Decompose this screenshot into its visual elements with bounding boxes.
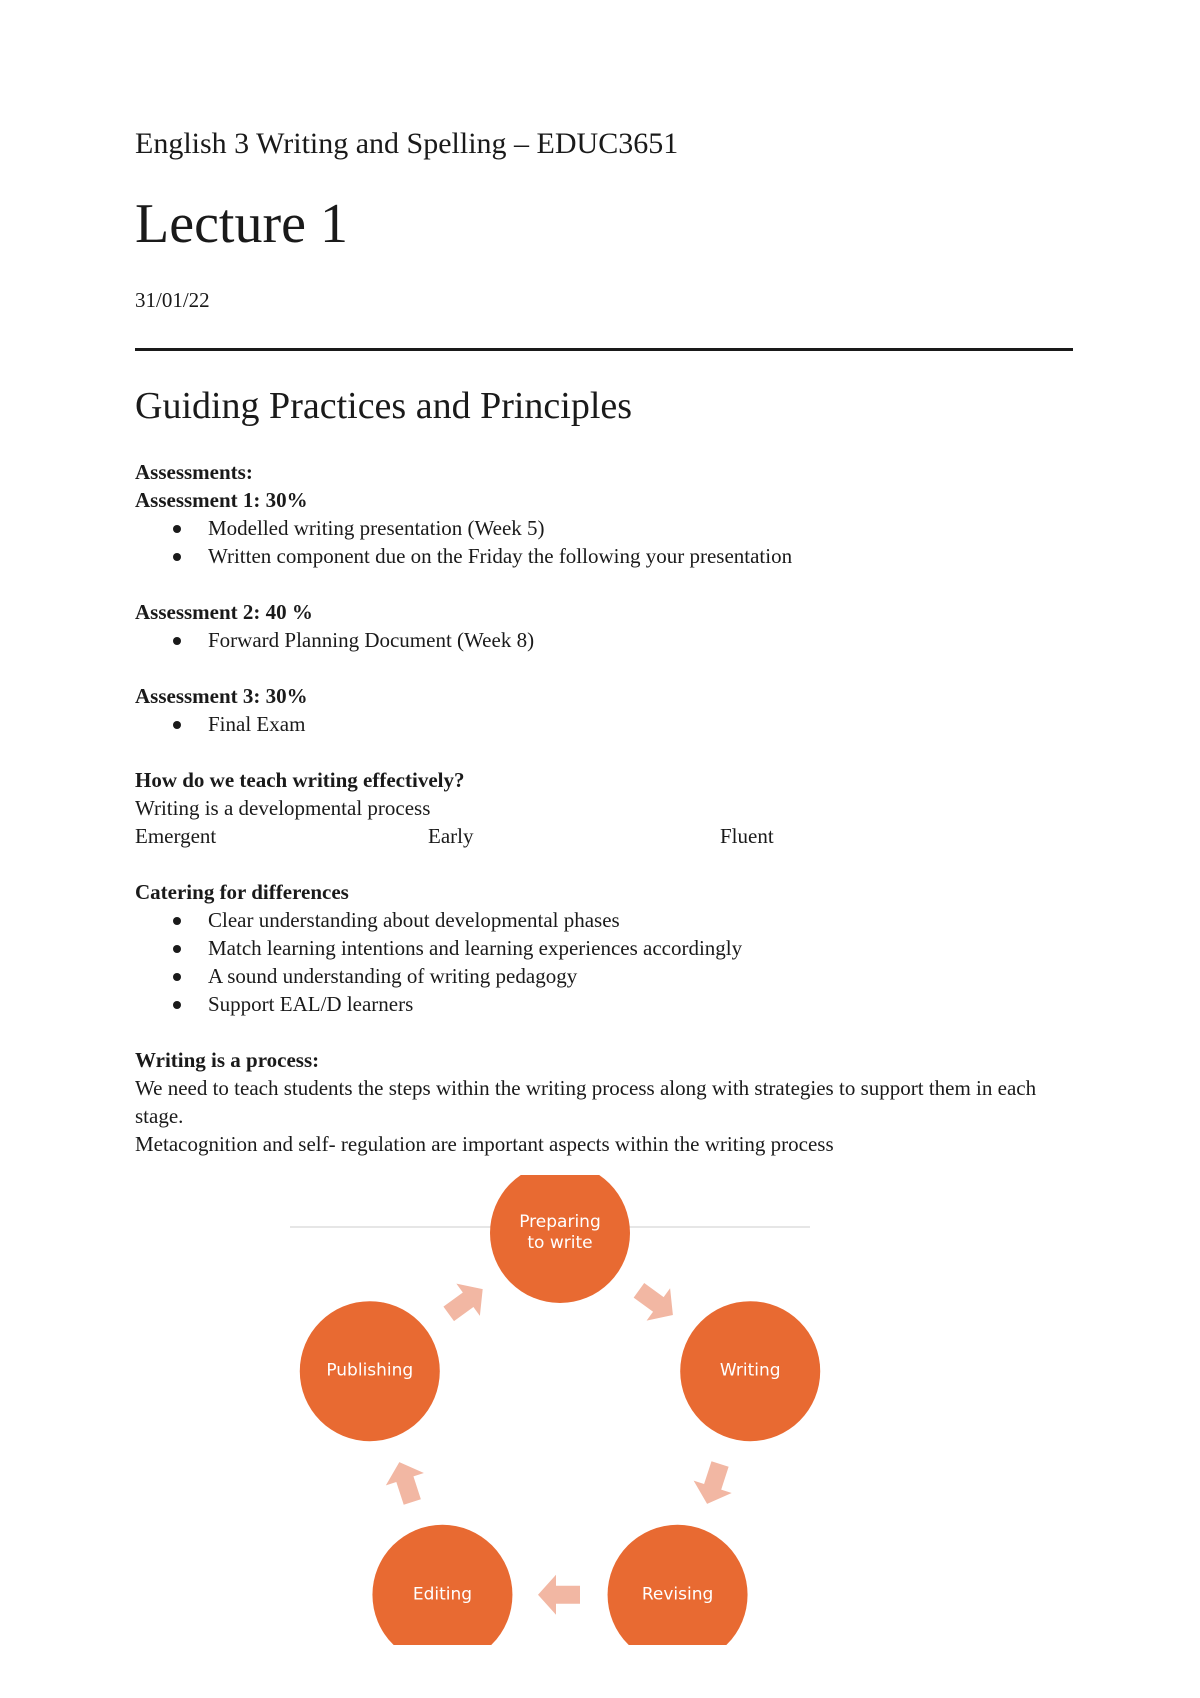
list-item: [135, 542, 1075, 570]
document-body: [135, 458, 1075, 1158]
assessment-2-title: Assessment 2: 40 %: [135, 600, 313, 624]
stage-label: Editing: [412, 1584, 473, 1605]
list-item: [135, 626, 1075, 654]
cycle-arrow-icon: [380, 1456, 431, 1508]
bullet-icon: [173, 1001, 181, 1009]
bullet-icon: [173, 525, 181, 533]
cycle-arrow-icon: [538, 1575, 580, 1615]
assessment-3-title: Assessment 3: 30%: [135, 684, 308, 708]
stage-emergent: Emergent: [135, 824, 217, 848]
stage-early: Early: [428, 824, 474, 848]
list-item-text: Forward Planning Document (Week 8): [208, 628, 535, 652]
writing-process-diagram: [280, 1175, 840, 1645]
differences-list: [135, 906, 1075, 1018]
bullet-icon: [173, 973, 181, 981]
assessment-3-list: [135, 710, 1075, 738]
cycle-arrow-icon: [688, 1458, 739, 1510]
list-item-text: Written component due on the Friday the following your presentation: [208, 544, 793, 568]
assessments-heading: Assessments:: [135, 460, 253, 484]
lecture-title: Lecture 1: [135, 193, 348, 255]
process-heading: Writing is a process:: [135, 1048, 320, 1072]
teach-writing-heading: How do we teach writing effectively?: [135, 768, 465, 792]
list-item: [135, 514, 1075, 542]
process-text-2: Metacognition and self- regulation are important aspects within the writing process: [135, 1132, 834, 1156]
assessment-1-title: Assessment 1: 30%: [135, 488, 308, 512]
stage-label: Preparing to write: [519, 1212, 601, 1253]
horizontal-rule: [135, 348, 1073, 351]
bullet-icon: [173, 945, 181, 953]
developmental-stages: [135, 822, 1075, 850]
course-title: English 3 Writing and Spelling – EDUC3651: [135, 127, 679, 160]
list-item: [135, 710, 1075, 738]
bullet-icon: [173, 637, 181, 645]
list-item: [135, 906, 1075, 934]
process-text: We need to teach students the steps within the writing process along with strategies to support them in each stage.: [135, 1076, 1037, 1128]
lecture-date: 31/01/22: [135, 288, 210, 312]
list-item: [135, 990, 1075, 1018]
teach-writing-text: Writing is a developmental process: [135, 796, 431, 820]
list-item: [135, 934, 1075, 962]
stage-fluent: Fluent: [720, 824, 774, 848]
list-item-text: A sound understanding of writing pedagogy: [208, 964, 578, 988]
assessment-1-list: [135, 514, 1075, 570]
bullet-icon: [173, 721, 181, 729]
stage-label: Writing: [719, 1360, 781, 1381]
cycle-arrow-icon: [627, 1274, 684, 1331]
list-item-text: Support EAL/D learners: [208, 992, 414, 1016]
assessment-2-list: [135, 626, 1075, 654]
stage-label: Revising: [641, 1584, 714, 1605]
list-item-text: Match learning intentions and learning experiences accordingly: [208, 936, 743, 960]
differences-heading: Catering for differences: [135, 880, 349, 904]
list-item-text: Final Exam: [208, 712, 306, 736]
section-heading: Guiding Practices and Principles: [135, 385, 633, 427]
list-item-text: Clear understanding about developmental phases: [208, 908, 620, 932]
stage-label: Publishing: [326, 1360, 414, 1381]
bullet-icon: [173, 553, 181, 561]
list-item-text: Modelled writing presentation (Week 5): [208, 516, 545, 540]
list-item: [135, 962, 1075, 990]
bullet-icon: [173, 917, 181, 925]
cycle-arrow-icon: [437, 1273, 494, 1330]
